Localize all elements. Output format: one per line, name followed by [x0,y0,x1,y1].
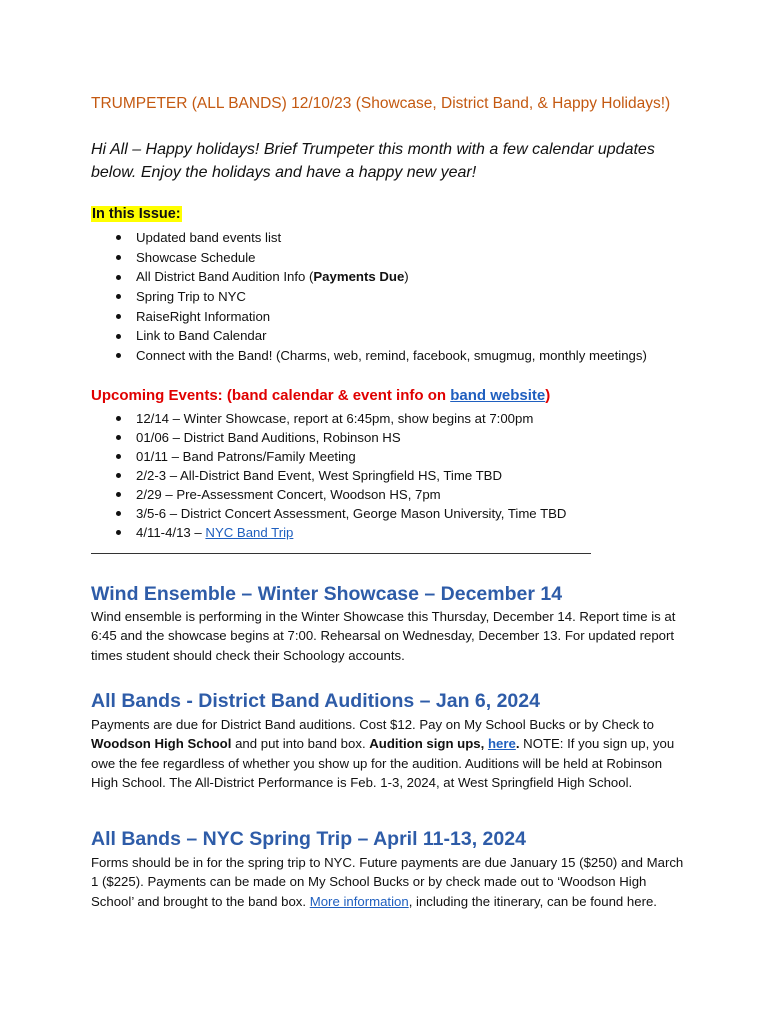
section-divider [91,553,591,554]
event-item: 2/29 – Pre-Assessment Concert, Woodson HS, 7pm [91,485,566,504]
issue-item: Updated band events list [91,228,647,248]
issue-item: Connect with the Band! (Charms, web, remind, facebook, smugmug, monthly meetings) [91,346,647,366]
band-website-link[interactable]: band website [450,387,546,404]
wind-ensemble-heading: Wind Ensemble – Winter Showcase – December 14 [91,583,563,605]
auditions-body: Payments are due for District Band auditions. Cost $12. Pay on My School Bucks or by Check to Woodson High School and put into band box. Audition sign ups, here. NOTE: If you sign up, you owe the fee regardless of whether you show up for the audition. Auditions will be held at Robinson High School. The All-District Performance is Feb. 1-3, 2024, at West Springfield High School. [91,717,675,790]
intro-paragraph: Hi All – Happy holidays! Brief Trumpeter this month with a few calendar updates below. Enjoy the holidays and have a happy new year! [91,141,655,181]
nyc-trip-body: Forms should be in for the spring trip to NYC. Future payments are due January 15 ($250) and March 1 ($225). Payments can be made on My School Bucks or by check made out to ‘Woodson High School’ and brought to the band box. More information, including the itinerary, can be found here. [91,855,684,909]
event-item: 12/14 – Winter Showcase, report at 6:45pm, show begins at 7:00pm [91,409,566,428]
issue-item: Link to Band Calendar [91,326,647,346]
nyc-trip-heading: All Bands – NYC Spring Trip – April 11-13, 2024 [91,828,526,850]
wind-ensemble-body: Wind ensemble is performing in the Winter Showcase this Thursday, December 14. Report time is at 6:45 and the showcase begins at 7:00. Rehearsal on Wednesday, December 13. For updated report times student should check their Schoology accounts. [91,609,676,663]
event-item: 2/2-3 – All-District Band Event, West Springfield HS, Time TBD [91,466,566,485]
issue-item: Spring Trip to NYC [91,287,647,307]
event-item: 3/5-6 – District Concert Assessment, George Mason University, Time TBD [91,504,566,523]
newsletter-title: TRUMPETER (ALL BANDS) 12/10/23 (Showcase, District Band, & Happy Holidays!) [91,95,671,112]
event-item: 4/11-4/13 – NYC Band Trip [91,523,566,542]
in-this-issue-heading: In this Issue: [92,206,181,222]
events-list [91,409,566,542]
issue-item: Showcase Schedule [91,248,647,268]
auditions-heading: All Bands - District Band Auditions – Jan 6, 2024 [91,690,540,712]
nyc-band-trip-link[interactable]: NYC Band Trip [205,525,294,540]
payments-due-text: Payments Due [313,269,405,285]
event-item: 01/06 – District Band Auditions, Robinson HS [91,428,566,447]
audition-signup-link[interactable]: here [487,736,516,752]
issue-list [91,228,647,366]
upcoming-events-heading: Upcoming Events: (band calendar & event info on band website) [91,387,551,404]
issue-item: RaiseRight Information [91,307,647,327]
more-information-link[interactable]: More information [309,893,409,909]
issue-item: All District Band Audition Info (Payments Due) [91,267,647,287]
event-item: 01/11 – Band Patrons/Family Meeting [91,447,566,466]
